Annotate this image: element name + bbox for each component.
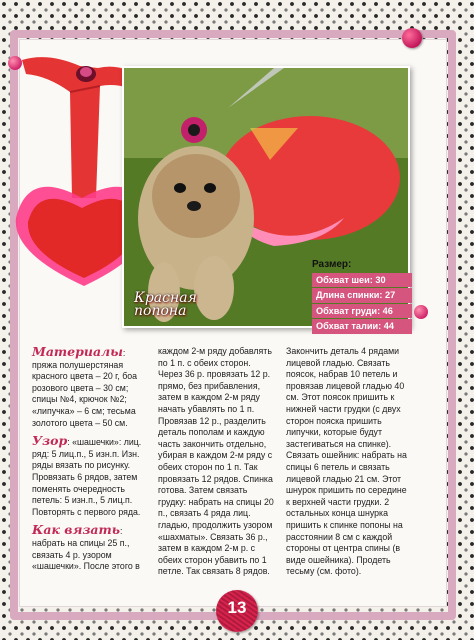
howto-heading: Как вязать: [32, 522, 120, 538]
materials-heading: Материалы: [32, 344, 123, 359]
size-box: [312, 258, 412, 335]
howto-text-2: каждом 2-м ряду добавлять по 1 п. с обеих сторон. Через 36 р. провязать 12 р. прямо, без прибавления, затем в каждом 2-м ряду начать убавлять по 1 п. Провязав 12 р., разделить деталь пополам и каждую часть закончить отдельно, убирая в каждом 2-м ряду с обеих сторон по 1 п. Так провязать 12 рядов. Спинка готова. Затем связать грудку: набрать на спицы 20 п., связать 4 ряда лиц. гладью, продолжить узором «шахматы». Связать 36 р., затем в каждом 2-м р. с обеих сторон убавить по 1 петле. Так связать 8 рядов.: [158, 346, 274, 577]
text-column-2: [158, 346, 276, 578]
size-row: Обхват шеи: 30: [312, 273, 412, 288]
size-row: Обхват талии: 44: [312, 319, 412, 334]
size-title: Размер:: [312, 259, 352, 270]
page-number: 13: [227, 598, 247, 617]
photo-caption: Красная попона: [134, 290, 197, 319]
text-column-1: [32, 346, 150, 573]
howto-text-1: : набрать на спицы 25 п., связать 4 р. узором «шашечки». После этого в: [32, 526, 140, 572]
pattern-heading: Узор: [32, 433, 68, 449]
pin-right-icon: [414, 305, 428, 319]
size-row: Обхват груди: 46: [312, 304, 412, 319]
text-column-3: [286, 346, 408, 578]
page-number-badge: [216, 590, 258, 632]
pattern-text: : «шашечки»: лиц. ряд: 5 лиц.п., 5 изн.п. Изн. ряды вязать по рисунку. Провязать 6 рядов, затем поменять очередность петель: 5 изн.п., 5 лиц.п. Повторять с первого ряда.: [32, 437, 142, 517]
materials-text: : пряжа полушерстяная красного цвета – 20 г, боа розового цвета – 30 см; спицы №4, крючок №2; «липучка» – 6 см; тесьма золотого цвета – 50 см.: [32, 348, 138, 428]
pin-top-icon: [402, 28, 422, 48]
howto-text-3: Закончить деталь 4 рядами лицевой гладью. Связать поясок, набрав 10 петель и провязав лицевой гладью 40 см. Этот поясок пришить к нижней части грудки (с двух сторон пояска пришить липучки, которые будут застегиваться на спинке). Связать ошейник: набрать на спицы 6 петель и связать лицевой гладью 21 см. Этот шнурок пришить по середине к верхней части грудки. 2 остальных конца шнурка пришить к спинке попоны на расстоянии 8 см с каждой стороны от центра спины (в виде ошейника). Продеть тесьму (см. фото).: [286, 346, 407, 577]
size-row: Длина спинки: 27: [312, 288, 412, 303]
